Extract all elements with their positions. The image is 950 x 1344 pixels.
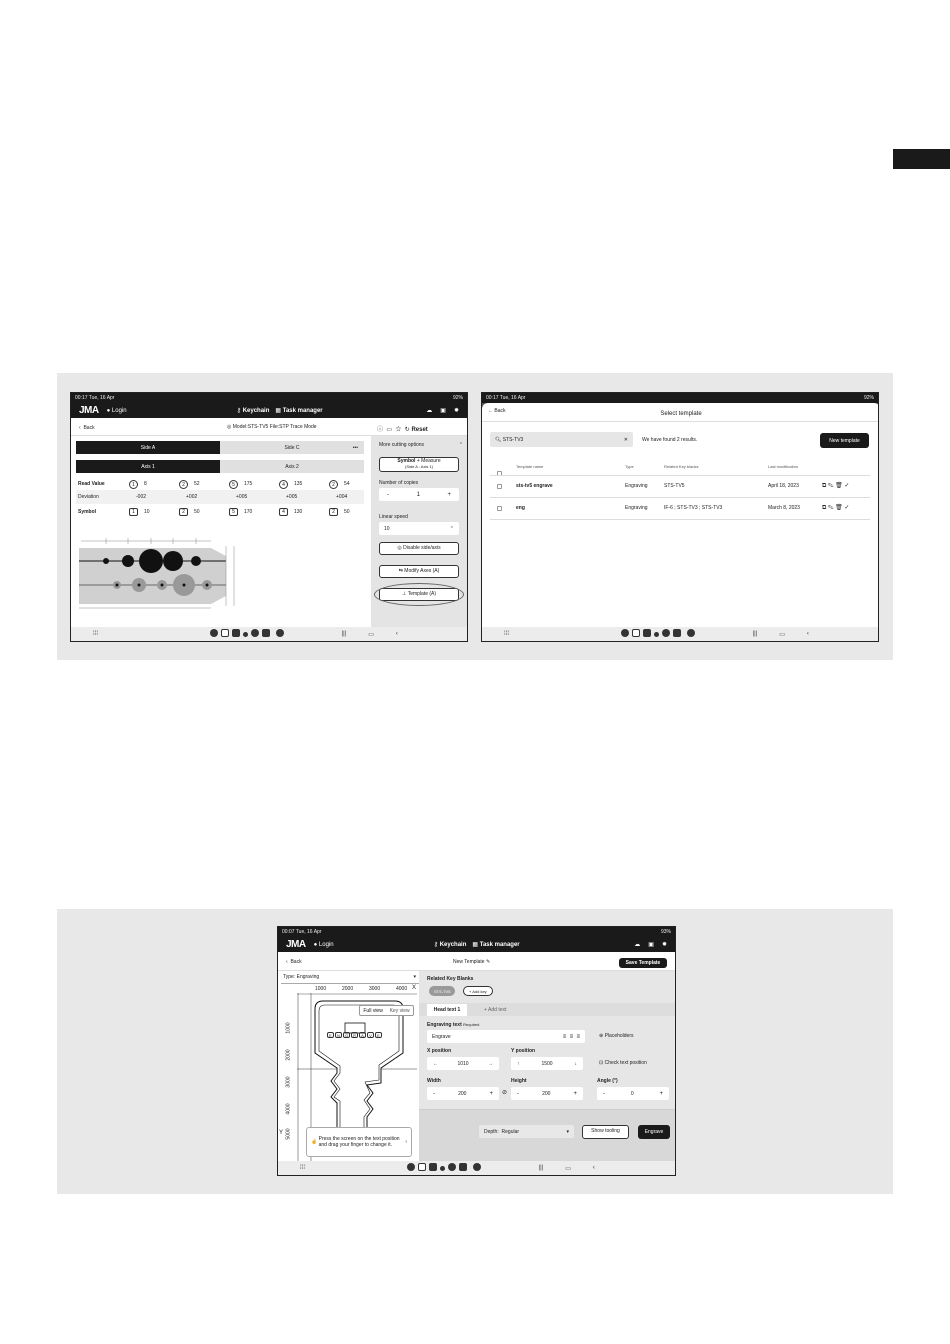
app-icon[interactable] [262, 629, 270, 637]
app-icon[interactable] [448, 1163, 456, 1171]
x-tick: 2000 [342, 986, 354, 992]
plus-icon[interactable]: + [489, 1090, 493, 1097]
template-name: sts-tv5 engrave [516, 483, 553, 489]
more-icon[interactable]: ••• [352, 444, 358, 451]
page-title: New Template ✎ [453, 959, 491, 965]
placeholder-icon: ⊕ [599, 1033, 604, 1039]
add-text-tab[interactable]: + Add text [484, 1007, 507, 1013]
edit-icon[interactable]: ✎ [485, 959, 491, 965]
screenshots-panel-top [57, 373, 893, 660]
status-bar: 00:17 Tue, 16 Apr 92% [482, 393, 878, 403]
hand-pointer-icon: ☝ [311, 1138, 319, 1145]
chevron-down-icon: ▾ [566, 1128, 569, 1135]
check-icon[interactable]: ✓ [844, 505, 850, 511]
read-cell[interactable]: 5 175 [229, 478, 252, 490]
app-icon[interactable] [459, 1163, 467, 1171]
speed-label: Linear speed [379, 514, 408, 520]
cloud-icon[interactable]: ☁ [634, 942, 641, 948]
cutting-options-panel [371, 436, 468, 629]
copies-label: Number of copies [379, 480, 419, 486]
check-icon[interactable]: ✓ [844, 483, 850, 489]
deviation-cell: -002 [136, 494, 147, 500]
symbol-cell[interactable]: 5 170 [229, 505, 252, 519]
cloud-icon[interactable]: ☁ [426, 408, 433, 414]
more-cutting-options[interactable]: More cutting options ⌃ [379, 442, 463, 448]
grid-icon: ▦ [275, 408, 282, 414]
read-cell[interactable]: 1 8 [129, 478, 147, 490]
chapter-marker [893, 149, 950, 169]
deviation-cell: +004 [336, 494, 348, 500]
y-tick: 1000 [285, 1022, 292, 1034]
chevron-up-icon: ⌃ [449, 525, 454, 532]
star-icon[interactable]: ☆ [395, 427, 402, 433]
chevron-down-icon: ▾ [413, 974, 416, 980]
deviation-cell: +002 [186, 494, 198, 500]
app-icon[interactable] [429, 1163, 437, 1171]
arrow-right-icon[interactable]: → [488, 1060, 493, 1067]
user-icon: ● [106, 407, 111, 414]
template-type: Engraving [625, 505, 648, 511]
chevron-up-icon: ⌃ [458, 442, 463, 448]
collapse-icon[interactable]: ‹ [405, 1138, 407, 1145]
app-icon[interactable] [687, 629, 695, 637]
minus-icon[interactable]: - [603, 1090, 605, 1097]
app-icon[interactable] [440, 1166, 445, 1171]
reset-button[interactable]: Reset [411, 427, 428, 433]
copies-stepper[interactable]: - 1 + [379, 488, 459, 501]
x-tick: 1000 [315, 986, 327, 992]
engrave-button[interactable]: Engrave [638, 1125, 670, 1139]
arrow-up-icon[interactable]: ↑ [517, 1060, 520, 1067]
app-icon[interactable] [418, 1163, 426, 1171]
required-note: Required [463, 1022, 480, 1027]
col-related-blanks: Related Key blanks [664, 464, 699, 469]
checkbox[interactable] [497, 506, 502, 511]
jma-logo: JMA [79, 405, 99, 416]
app-header [278, 937, 675, 952]
letter-box: R [351, 1032, 358, 1038]
x-tick: 3000 [369, 986, 381, 992]
app-icon[interactable] [210, 629, 218, 637]
screenshots-panel-bottom [57, 909, 893, 1194]
x-position-stepper[interactable]: ← 1010 → [427, 1057, 499, 1070]
arrow-down-icon[interactable]: ↓ [574, 1060, 577, 1067]
app-icon[interactable] [662, 629, 670, 637]
keychain-link[interactable]: Keychain [242, 407, 270, 414]
y-axis-label: Y [279, 1130, 284, 1136]
app-header [71, 403, 467, 418]
angle-label: Angle (°) [597, 1078, 618, 1084]
search-icon: 🔍︎ [495, 436, 502, 443]
modify-axes-button[interactable]: ⇆ Modify Axes (A) [379, 565, 459, 578]
eye-icon: ◎ [397, 544, 404, 551]
tab-axis-2[interactable]: Axis 2 [220, 460, 364, 473]
read-cell[interactable]: 4 135 [279, 478, 302, 490]
plus-icon[interactable]: + [447, 491, 451, 498]
back-link[interactable]: ‹ Back [286, 959, 302, 965]
copy-icon[interactable]: ⧉ [822, 505, 827, 511]
apps-icon[interactable]: ⁞⁞⁞ [504, 631, 510, 637]
read-value-label: Read Value [78, 481, 105, 487]
user-icon: ● [313, 941, 318, 948]
app-icon[interactable] [232, 629, 240, 637]
symbol-cell[interactable]: 2 50 [329, 505, 350, 519]
key-view-option[interactable]: Key view [389, 1007, 410, 1014]
settings-icon[interactable]: ✹ [453, 408, 459, 414]
check-position-button[interactable]: ⊡ Check text position [599, 1060, 647, 1066]
engraving-text-label: Engraving text [427, 1022, 462, 1028]
status-bar: 00:07 Tue, 16 Apr 93% [278, 927, 675, 937]
letter-box: N [335, 1032, 342, 1038]
keychain-link[interactable]: Keychain [439, 941, 467, 948]
tab-head-text-1[interactable]: Head text 1 [427, 1004, 467, 1016]
tab-side-a[interactable]: Side A [76, 441, 220, 454]
symbol-cell[interactable]: 2 50 [179, 505, 200, 519]
template-type: Engraving [625, 483, 648, 489]
align-left-icon[interactable]: ≡ [562, 1033, 567, 1040]
disable-side-button[interactable]: ◎ Disable side/axis [379, 542, 459, 555]
col-last-modification: Last modification [768, 464, 799, 469]
symbol-label: Symbol [78, 509, 97, 515]
x-axis-label: X [412, 985, 417, 991]
app-icon[interactable] [407, 1163, 415, 1171]
height-stepper[interactable]: - 200 + [511, 1087, 583, 1100]
height-label: Height [511, 1078, 527, 1084]
recents-icon[interactable]: ||| [752, 631, 758, 637]
read-cell[interactable]: 2 54 [329, 478, 350, 490]
symbol-measure-toggle[interactable]: Symbol + Measure (Side A : Axis 1) [379, 457, 459, 472]
new-template-button[interactable]: New template [820, 433, 869, 448]
deviation-cell: +005 [236, 494, 248, 500]
x-tick: 4000 [396, 986, 408, 992]
letter-box: E [375, 1032, 382, 1038]
camera-icon[interactable]: ▣ [648, 942, 654, 948]
plus-icon[interactable]: + [573, 1090, 577, 1097]
modal-title: Select template [660, 411, 702, 417]
symbol-cell[interactable]: 4 130 [279, 505, 302, 519]
depth-select[interactable]: Depth: Regular ▾ [479, 1125, 574, 1138]
template-name: eng [516, 505, 525, 511]
engraving-text-input[interactable]: Engrave ≡ ≡ ≡ [427, 1030, 585, 1043]
letter-box: A [359, 1032, 366, 1038]
home-icon[interactable]: ▭ [565, 1165, 571, 1172]
back-link[interactable]: ← Back [488, 408, 506, 414]
template-date: March 8, 2023 [768, 505, 800, 511]
minus-icon[interactable]: - [433, 1090, 435, 1097]
app-icon[interactable] [643, 629, 651, 637]
full-view-option[interactable]: Full view [363, 1007, 383, 1014]
grid-icon: ▦ [472, 942, 479, 948]
y-tick: 3000 [285, 1076, 292, 1088]
screen-select-template [481, 392, 879, 642]
search-input[interactable]: 🔍︎ STS-TV3 ✕ [490, 432, 633, 447]
highlight-circle [374, 583, 464, 606]
model-info: ◎ Model:STS-TV5 File:STP Trace Mode [227, 424, 317, 430]
placeholders-button[interactable]: ⊕ Placeholders [599, 1033, 634, 1039]
recents-icon[interactable]: ||| [538, 1165, 544, 1171]
app-icon[interactable] [221, 629, 229, 637]
key-cut-diagram [76, 526, 246, 616]
angle-stepper[interactable]: - 0 + [597, 1087, 669, 1100]
drag-hint-tooltip: ☝ Press the screen on the text position and drag your finger to change it. ‹ [306, 1127, 412, 1157]
camera-icon[interactable]: ▣ [440, 408, 446, 414]
screen-cutting-options [70, 392, 468, 642]
app-icon[interactable] [473, 1163, 481, 1171]
jma-logo: JMA [286, 939, 306, 950]
deviation-label: Deviation [78, 494, 99, 500]
status-bar: 00:17 Tue, 16 Apr 92% [71, 393, 467, 403]
delete-icon[interactable]: 🗑︎ [835, 505, 843, 511]
align-center-icon[interactable]: ≡ [569, 1033, 574, 1040]
values-table [76, 478, 364, 520]
tab-side-c[interactable]: Side C ••• [220, 441, 364, 454]
key-icon: ⚷ [433, 942, 439, 948]
deviation-cell: +005 [286, 494, 298, 500]
y-position-label: Y position [511, 1048, 536, 1054]
y-tick: 2000 [285, 1049, 292, 1061]
plus-icon[interactable]: + [659, 1090, 663, 1097]
task-manager-link[interactable]: Task manager [282, 407, 323, 414]
letter-box: G [344, 1033, 349, 1038]
task-manager-link[interactable]: Task manager [479, 941, 520, 948]
clear-icon[interactable]: ✕ [623, 436, 628, 443]
y-position-stepper[interactable]: ↑ 1500 ↓ [511, 1057, 583, 1070]
link-icon[interactable]: ⊘ [502, 1090, 508, 1096]
back-link[interactable]: ‹ Back [79, 425, 95, 431]
view-toggle[interactable] [359, 1005, 414, 1016]
screen-new-template [277, 926, 676, 1176]
letter-box: V [367, 1032, 374, 1038]
copy-icon[interactable]: ⧉ [822, 483, 827, 489]
login-link[interactable]: Login [111, 407, 127, 414]
login-link[interactable]: Login [318, 941, 334, 948]
align-right-icon[interactable]: ≡ [576, 1033, 580, 1040]
home-icon[interactable]: ▭ [779, 631, 785, 638]
home-icon[interactable]: ▭ [368, 631, 374, 638]
back-nav-icon[interactable]: ‹ [395, 631, 398, 637]
read-cell[interactable]: 2 52 [179, 478, 200, 490]
app-icon[interactable] [276, 629, 284, 637]
apps-icon[interactable]: ⁞⁞⁞ [93, 631, 99, 637]
arrow-left-icon[interactable]: ← [433, 1060, 438, 1067]
template-blanks: IF-6 ; STS-TV3 ; STS-TV3 [664, 505, 723, 511]
android-nav-bar [71, 627, 467, 641]
back-nav-icon[interactable]: ‹ [592, 1165, 595, 1171]
app-icon[interactable] [621, 629, 629, 637]
engrave-text-preview[interactable] [327, 1032, 382, 1038]
y-tick: 4000 [285, 1103, 292, 1115]
checkbox[interactable] [497, 484, 502, 489]
related-blanks-label: Related Key Blanks [427, 976, 474, 982]
template-date: April 18, 2023 [768, 483, 799, 489]
android-nav-bar [482, 627, 878, 641]
reset-icon: ↻ [404, 427, 410, 433]
width-label: Width [427, 1078, 441, 1084]
app-icon[interactable] [251, 629, 259, 637]
add-key-button[interactable]: + Add key [463, 986, 493, 996]
template-editor [419, 971, 676, 1163]
key-blank-chip[interactable]: STS-TV5 [429, 986, 455, 996]
letter-box: E [327, 1032, 334, 1038]
template-modal [482, 403, 879, 629]
symbol-cell[interactable]: 1 10 [129, 505, 150, 519]
speed-select[interactable]: 10 ⌃ [379, 522, 459, 535]
apps-icon[interactable]: ⁞⁞⁞ [300, 1165, 306, 1171]
back-nav-icon[interactable]: ‹ [806, 631, 809, 637]
app-icon[interactable] [673, 629, 681, 637]
template-blanks: STS-TV5 [664, 483, 685, 489]
app-icon[interactable] [632, 629, 640, 637]
edit-icon[interactable]: ✎ [827, 483, 834, 489]
save-template-button[interactable]: Save Template [619, 958, 667, 968]
toolbar-icons [377, 424, 428, 433]
comment-icon[interactable]: ▭ [386, 427, 393, 433]
table-row[interactable] [490, 475, 870, 497]
check-position-icon: ⊡ [599, 1060, 604, 1066]
minus-icon[interactable]: - [517, 1090, 519, 1097]
delete-icon[interactable]: 🗑︎ [835, 483, 843, 489]
type-select[interactable]: Type: Engraving ▾ [283, 974, 416, 980]
table-row[interactable] [490, 497, 870, 519]
app-icon[interactable] [654, 632, 659, 637]
tab-axis-1[interactable]: Axis 1 [76, 460, 220, 473]
minus-icon[interactable]: - [387, 491, 389, 498]
android-nav-bar [278, 1161, 675, 1175]
edit-icon[interactable]: ✎ [827, 505, 834, 511]
col-type: Type [625, 464, 634, 469]
x-position-label: X position [427, 1048, 452, 1054]
show-tooling-button[interactable]: Show tooling [582, 1125, 629, 1139]
settings-icon[interactable]: ✹ [661, 942, 667, 948]
col-template-name: Template name [516, 464, 544, 469]
swap-icon: ⇆ [398, 567, 405, 574]
template-button[interactable]: ⊥ Template (A) [379, 588, 459, 601]
info-icon[interactable]: ⓘ [377, 427, 384, 433]
y-tick: 5000 [285, 1128, 292, 1140]
recents-icon[interactable]: ||| [341, 631, 347, 637]
width-stepper[interactable]: - 200 + [427, 1087, 499, 1100]
results-count: We have found 2 results. [642, 437, 698, 443]
app-icon[interactable] [243, 632, 248, 637]
key-icon: ⚷ [236, 408, 242, 414]
template-icon: ⊥ [401, 590, 408, 597]
